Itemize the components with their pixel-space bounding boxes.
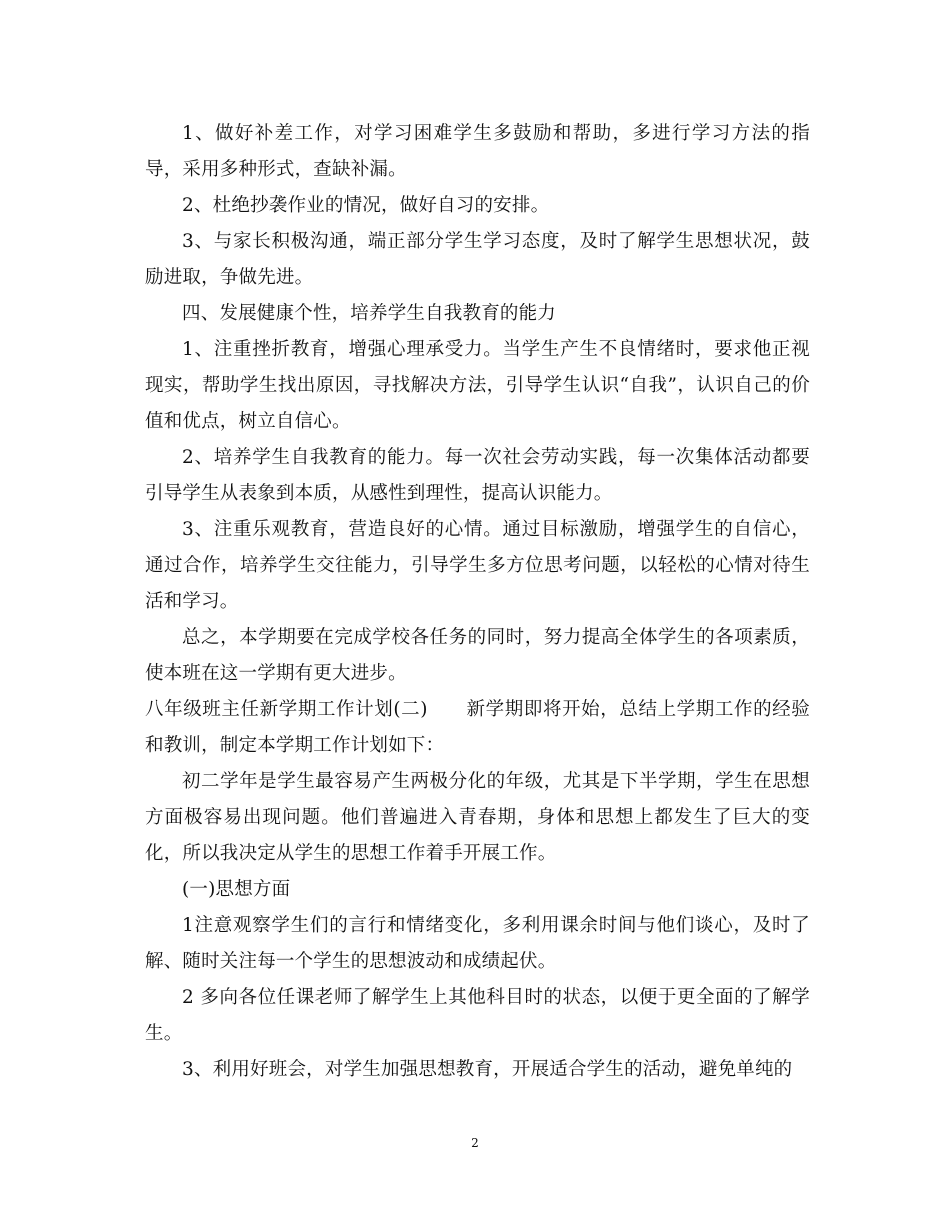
paragraph-self-education: 2、培养学生自我教育的能力。每一次社会劳动实践，每一次集体活动都要引导学生从表象到本质，从感性到理性，提高认识能力。: [145, 447, 810, 504]
document-body: [145, 116, 810, 1088]
section-heading-four: 四、发展健康个性，培养学生自我教育的能力: [182, 303, 557, 324]
paragraph-summary: 总之，本学期要在完成学校各任务的同时，努力提高全体学生的各项素质，使本班在这一学期有更大进步。: [145, 627, 810, 684]
paragraph-observe-students: 1注意观察学生们的言行和情绪变化，多利用课余时间与他们谈心，及时了解、随时关注每一个学生的思想波动和成绩起伏。: [145, 915, 810, 972]
paragraph-parent-communication: 3、与家长积极沟通，端正部分学生学习态度，及时了解学生思想状况，鼓励进取，争做先进。: [145, 231, 810, 288]
paragraph-remedial-work: 1、做好补差工作，对学习困难学生多鼓励和帮助，多进行学习方法的指导，采用多种形式，查缺补漏。: [145, 123, 810, 180]
paragraph-optimism-education: 3、注重乐观教育，营造良好的心情。通过目标激励，增强学生的自信心，通过合作，培养学生交往能力，引导学生多方位思考问题，以轻松的心情对待生活和学习。: [145, 519, 810, 612]
paragraph-grade-eight-overview: 初二学年是学生最容易产生两极分化的年级，尤其是下半学期，学生在思想方面极容易出现问题。他们普遍进入青春期，身体和思想上都发生了巨大的变化，所以我决定从学生的思想工作着手开展工作。: [145, 771, 810, 864]
document-title-line: 八年级班主任新学期工作计划(二) 新学期即将开始，总结上学期工作的经验和教训，制定本学期工作计划如下：: [145, 699, 810, 756]
paragraph-class-meeting: 3、利用好班会，对学生加强思想教育，开展适合学生的活动，避免单纯的: [182, 1059, 793, 1080]
paragraph-teacher-communication: 2 多向各位任课老师了解学生上其他科目时的状态，以便于更全面的了解学生。: [145, 987, 810, 1044]
paragraph-homework: 2、杜绝抄袭作业的情况，做好自习的安排。: [182, 195, 550, 216]
page-number: 2: [471, 1136, 479, 1150]
paragraph-frustration-education: 1、注重挫折教育，增强心理承受力。当学生产生不良情绪时，要求他正视现实，帮助学生找出原因，寻找解决方法，引导学生认识“自我”，认识自己的价值和优点，树立自信心。: [145, 339, 810, 432]
section-heading-thought: (一)思想方面: [182, 879, 291, 900]
